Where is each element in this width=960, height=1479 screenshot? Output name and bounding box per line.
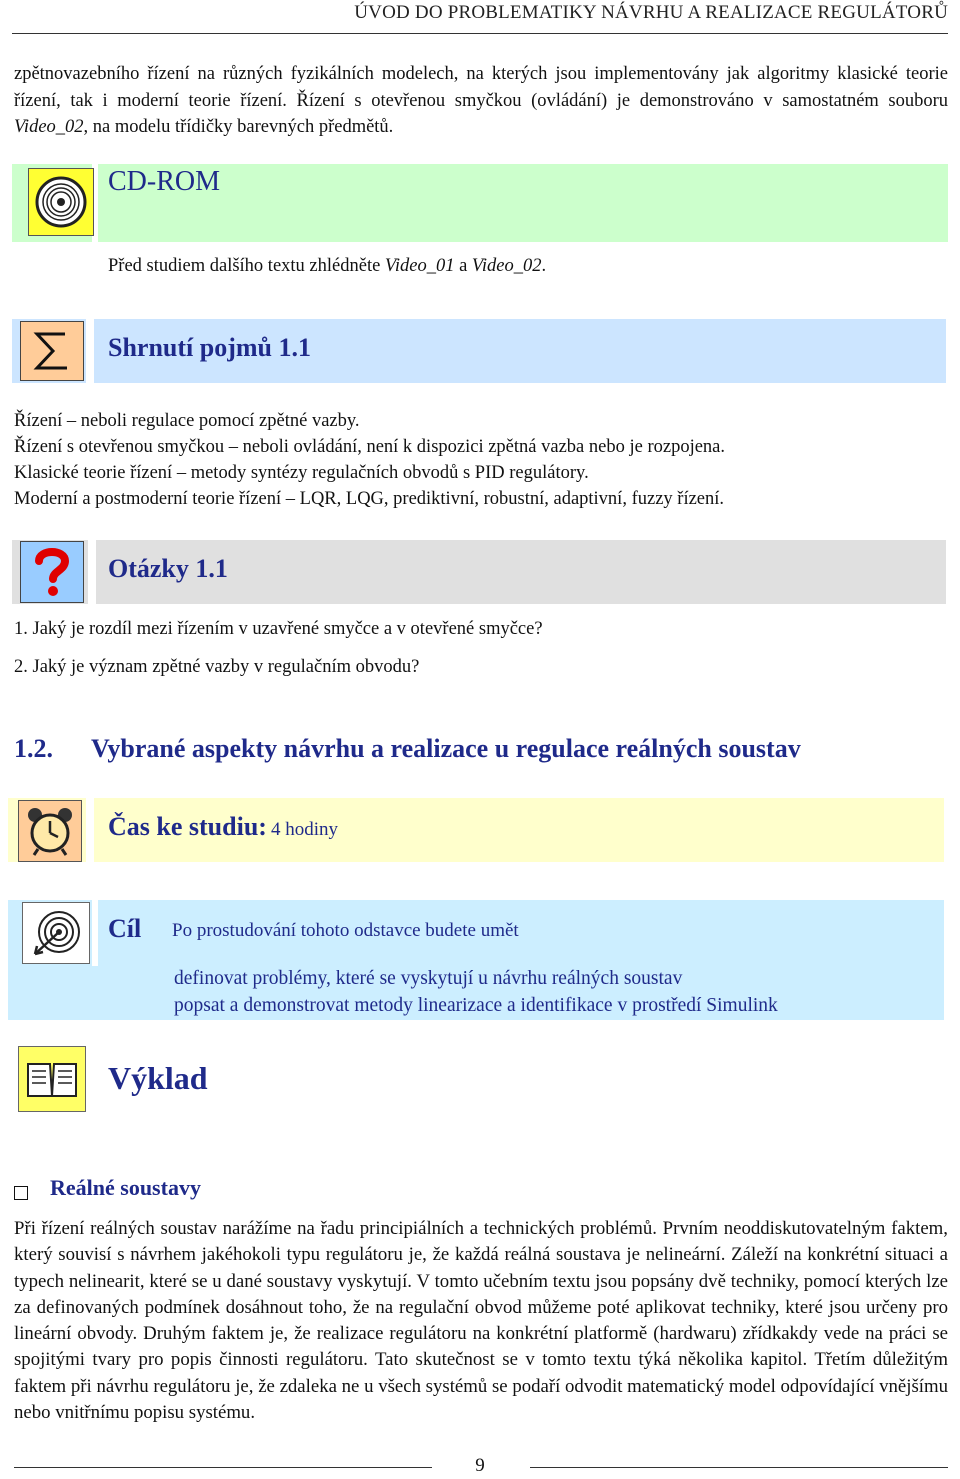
question-mark-icon: [20, 541, 84, 603]
video-reference: Video_02: [14, 117, 84, 137]
footer-rule-left: [14, 1467, 432, 1468]
goal-label: Cíl: [108, 914, 142, 943]
band-divider: [86, 798, 94, 862]
running-header: ÚVOD DO PROBLEMATIKY NÁVRHU A REALIZACE REGULÁTORŮ: [354, 2, 948, 23]
summary-line: Moderní a postmoderní teorie řízení – LQR, LQG, prediktivní, robustní, adaptivní, fuzzy řízení.: [14, 489, 725, 509]
section-number: 1.2.: [14, 734, 53, 763]
section-title: Vybrané aspekty návrhu a realizace u regulace reálných soustav: [91, 734, 801, 763]
band-divider: [92, 900, 98, 966]
header-rule: [12, 33, 948, 34]
sigma-icon: [20, 321, 84, 381]
explanation-title: Výklad: [108, 1060, 208, 1096]
open-book-icon: [18, 1046, 86, 1112]
cd-icon: [28, 168, 94, 236]
summary-line: Řízení s otevřenou smyčkou – neboli ovládání, není k dispozici zpětná vazba nebo je rozpojena.: [14, 437, 726, 457]
cdrom-title: CD-ROM: [108, 166, 221, 197]
checkbox-bullet: [14, 1186, 28, 1200]
summary-title: Shrnutí pojmů 1.1: [108, 333, 311, 362]
intro-paragraph: zpětnovazebního řízení na různých fyzikálních modelech, na kterých jsou implementovány jak algoritmy klasické teorie řízení, tak i moderní teorie řízení. Řízení s otevřenou smyčkou (ovládání) je demonstrováno v samostatném souboru Video_02, na modelu třídičky barevných předmětů.: [14, 64, 948, 137]
questions-title: Otázky 1.1: [108, 554, 228, 583]
question-item: 1. Jaký je rozdíl mezi řízením v uzavřené smyčce a v otevřené smyčce?: [14, 619, 543, 639]
cdrom-text: Před studiem dalšího textu zhlédněte Video_01 a Video_02.: [108, 256, 547, 276]
goal-intro: Po prostudování tohoto odstavce budete umět: [172, 920, 519, 941]
study-time: [108, 812, 338, 842]
study-time-value: 4 hodiny: [270, 819, 338, 840]
video2-reference: Video_02: [471, 256, 542, 276]
summary-line: Klasické teorie řízení – metody syntézy regulačních obvodů s PID regulátory.: [14, 463, 589, 483]
target-icon: [22, 902, 90, 964]
goal-item: popsat a demonstrovat metody linearizace a identifikace v prostředí Simulink: [174, 995, 778, 1016]
alarm-clock-icon: [18, 800, 82, 862]
section-heading: [14, 734, 801, 764]
goal-item: definovat problémy, které se vyskytují u návrhu reálných soustav: [174, 968, 683, 989]
video1-reference: Video_01: [384, 256, 455, 276]
question-item: 2. Jaký je význam zpětné vazby v regulačním obvodu?: [14, 657, 420, 677]
study-time-label: Čas ke studiu:: [108, 812, 267, 841]
footer-rule-right: [530, 1467, 948, 1468]
page-number: 9: [475, 1455, 485, 1476]
band-divider: [88, 540, 96, 604]
summary-line: Řízení – neboli regulace pomocí zpětné vazby.: [14, 411, 360, 431]
band-divider: [86, 319, 94, 383]
body-paragraph: Při řízení reálných soustav narážíme na řadu principiálních a technických problémů. Prvním neoddiskutovatelným faktem, který souvisí s návrhem jakéhokoli typu regulátoru je, že každá reálná soustava je nelineární. Záleží na konkrétní situaci a typech nelinearit, které se u dané soustavy vyskytují. V tomto učebním textu jsou popsány dvě techniky, pomocí kterých lze za definovaných podmínek dosáhnout toho, že na regulační obvod můžeme poté aplikovat techniky, které jsou určeny pro lineární obvody. Druhým faktem je, že realizace regulátoru na konkrétní platformě (hardwaru) zřídkakdy vede na práci se spojitými tvary pro popis činnosti regulátoru. Tato skutečnost se v tomto textu týká několika kapitol. Třetím důležitým faktem při návrhu regulátoru je, že zdaleka ne u všech systémů se podaří odvodit matematický model odpovídající vnějšímu nebo vnitřnímu popisu systému.: [14, 1218, 948, 1424]
subsection-title: Reálné soustavy: [50, 1175, 201, 1200]
